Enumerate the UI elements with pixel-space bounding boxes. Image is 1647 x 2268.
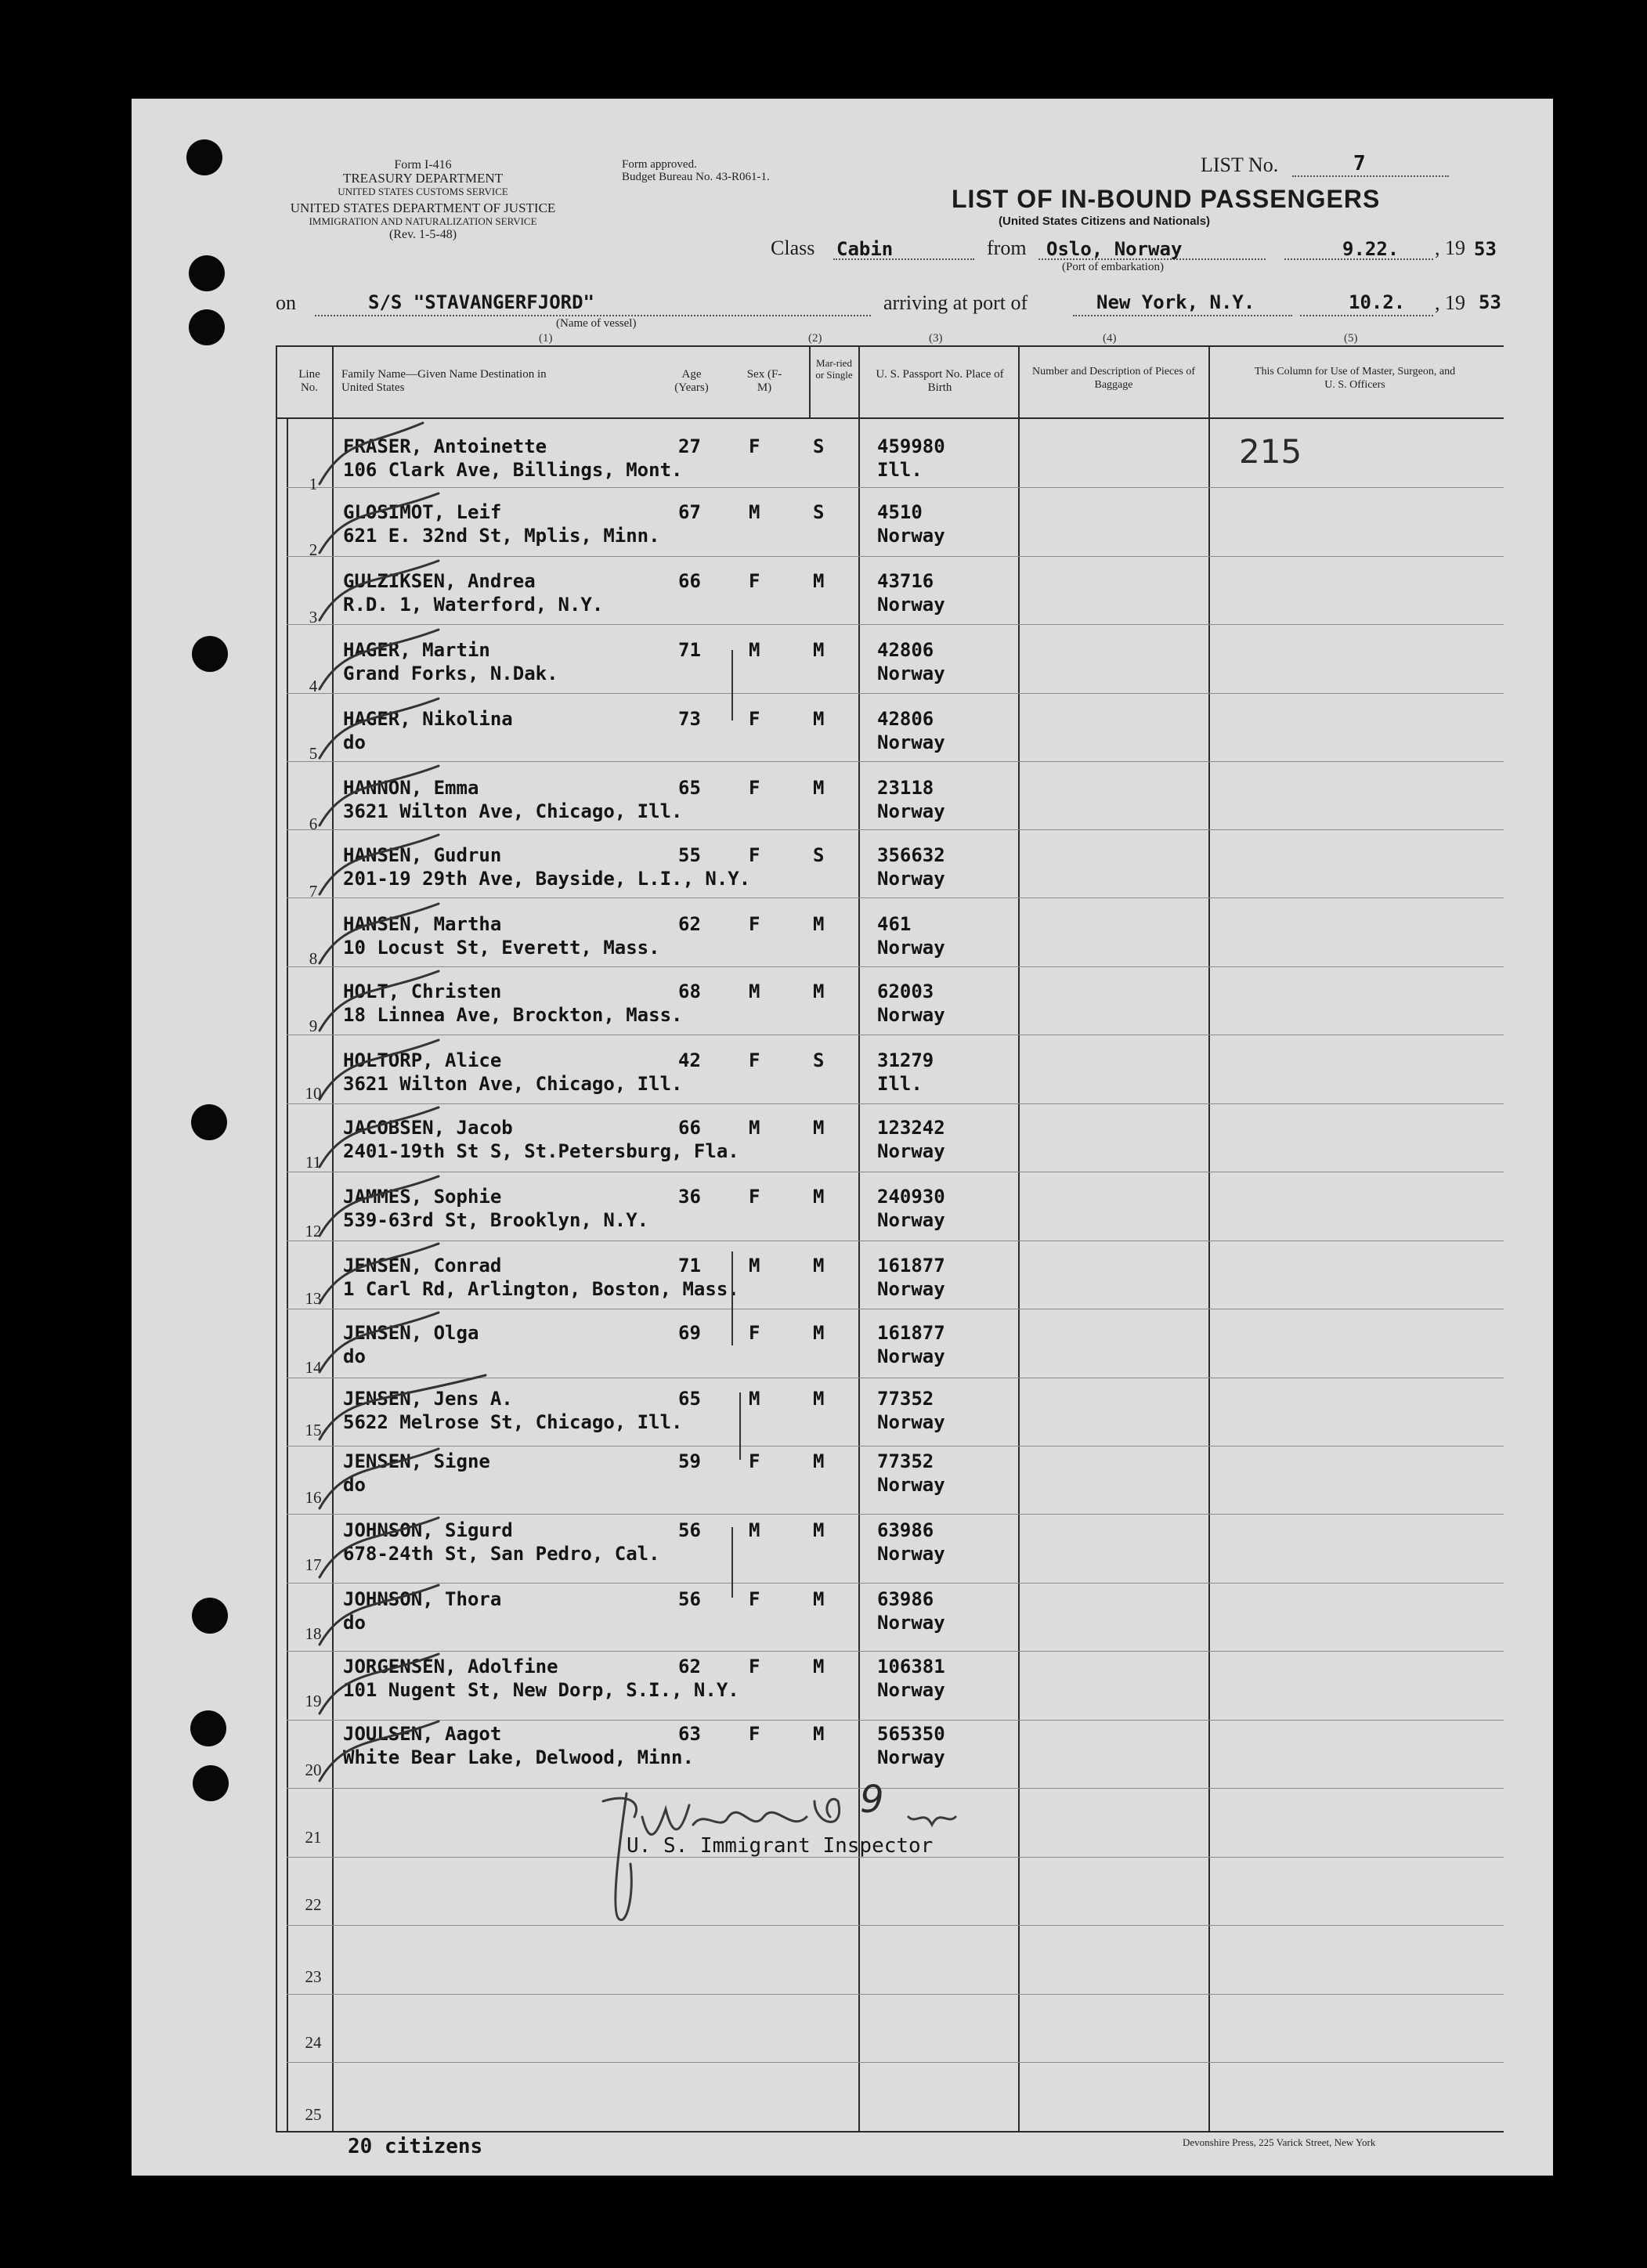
treasury-department: TREASURY DEPARTMENT	[342, 171, 504, 186]
from-label: from	[987, 237, 1027, 259]
line-number: 13	[305, 1289, 322, 1308]
passport-number: 62003	[877, 981, 934, 1002]
line-number: 10	[305, 1084, 322, 1103]
passport-number: 77352	[877, 1450, 934, 1472]
class-label: Class	[771, 237, 815, 259]
passenger-destination: R.D. 1, Waterford, N.Y.	[343, 594, 604, 616]
list-no-value: 7	[1353, 152, 1366, 175]
row-divider	[287, 761, 1504, 762]
passenger-marital-status: M	[813, 1588, 825, 1610]
immigration-service: IMMIGRATION AND NATURALIZATION SERVICE	[309, 215, 537, 227]
passenger-sex: F	[749, 1186, 760, 1208]
passenger-name: JOHNSON, Thora	[343, 1588, 502, 1610]
column-number-5: (5)	[1344, 332, 1358, 345]
line-number: 21	[305, 1828, 322, 1847]
line-number: 2	[309, 540, 318, 559]
place-of-birth: Norway	[877, 937, 945, 959]
row-divider	[287, 693, 1504, 694]
passenger-age: 65	[678, 777, 701, 799]
line-number: 3	[309, 608, 318, 627]
table-bottom-border	[276, 2131, 1504, 2133]
header-bottom-border	[276, 417, 1504, 419]
passenger-name: FRASER, Antoinette	[343, 435, 547, 457]
passenger-age: 42	[678, 1049, 701, 1071]
revision-date: (Rev. 1-5-48)	[388, 228, 457, 241]
passenger-sex: M	[749, 1388, 760, 1410]
vessel-name: S/S "STAVANGERFJORD"	[368, 291, 594, 313]
form-subtitle: (United States Citizens and Nationals)	[999, 215, 1211, 228]
passenger-name: JENSEN, Conrad	[343, 1255, 502, 1277]
passenger-destination: 201-19 29th Ave, Bayside, L.I., N.Y.	[343, 868, 751, 890]
form-approved: Form approved.	[622, 158, 697, 171]
passenger-sex: F	[749, 1588, 760, 1610]
row-divider	[287, 1583, 1504, 1584]
passenger-destination: 18 Linnea Ave, Brockton, Mass.	[343, 1004, 683, 1026]
passenger-name: JENSEN, Signe	[343, 1450, 490, 1472]
row-divider	[287, 2062, 1504, 2063]
arrival-port-dotline	[1073, 315, 1292, 316]
place-of-birth: Norway	[877, 1612, 945, 1634]
married-column-divider	[858, 345, 860, 2131]
age-column-divider	[809, 345, 811, 417]
place-of-birth: Norway	[877, 1543, 945, 1565]
embarkation-caption: (Port of embarkation)	[1062, 261, 1164, 273]
header-officers-use: This Column for Use of Master, Surgeon, and U. S. Officers	[1254, 366, 1456, 391]
passenger-age: 59	[678, 1450, 701, 1472]
passenger-marital-status: S	[813, 844, 825, 866]
passenger-destination: 539-63rd St, Brooklyn, N.Y.	[343, 1209, 649, 1231]
passenger-age: 67	[678, 501, 701, 523]
passport-number: 42806	[877, 708, 934, 730]
line-number: 24	[305, 2033, 322, 2052]
passport-number: 43716	[877, 570, 934, 592]
passport-number: 461	[877, 913, 912, 935]
passenger-sex: F	[749, 1049, 760, 1071]
passenger-sex: M	[749, 501, 760, 523]
passport-number: 63986	[877, 1519, 934, 1541]
passenger-sex: M	[749, 1255, 760, 1277]
line-number: 1	[309, 475, 318, 493]
passenger-name: HAGER, Martin	[343, 639, 490, 661]
place-of-birth: Norway	[877, 731, 945, 753]
passenger-age: 73	[678, 708, 701, 730]
line-number: 14	[305, 1358, 322, 1377]
passenger-marital-status: S	[813, 501, 825, 523]
passenger-age: 62	[678, 1656, 701, 1678]
row-divider	[287, 966, 1504, 967]
passenger-destination: 1 Carl Rd, Arlington, Boston, Mass.	[343, 1278, 739, 1300]
form-title: LIST OF IN-BOUND PASSENGERS	[952, 185, 1381, 213]
justice-department: UNITED STATES DEPARTMENT OF JUSTICE	[290, 200, 556, 215]
line-number: 5	[309, 744, 318, 763]
passport-number: 161877	[877, 1322, 945, 1344]
arrival-date: 10.2.	[1349, 291, 1406, 313]
column-number-2: (2)	[808, 332, 822, 345]
column-number-3: (3)	[929, 332, 943, 345]
line-number: 16	[305, 1488, 322, 1507]
place-of-birth: Norway	[877, 1411, 945, 1433]
passport-number: 31279	[877, 1049, 934, 1071]
header-sex: Sex (F-M)	[746, 368, 782, 394]
passenger-age: 66	[678, 570, 701, 592]
row-divider	[287, 829, 1504, 830]
header-married-single: Mar-ried or Single	[815, 357, 853, 381]
passenger-marital-status: M	[813, 1255, 825, 1277]
place-of-birth: Ill.	[877, 1073, 923, 1095]
class-value: Cabin	[836, 238, 894, 260]
depart-date: 9.22.	[1342, 238, 1400, 260]
passenger-marital-status: M	[813, 1388, 825, 1410]
place-of-birth: Norway	[877, 1140, 945, 1162]
passenger-name: HOLT, Christen	[343, 981, 502, 1002]
budget-bureau: Budget Bureau No. 43-R061-1.	[622, 171, 770, 183]
line-number: 6	[309, 814, 318, 833]
passenger-marital-status: M	[813, 981, 825, 1002]
depart-year: 53	[1474, 238, 1497, 260]
passenger-sex: F	[749, 913, 760, 935]
line-number: 12	[305, 1222, 322, 1241]
line-number: 20	[305, 1761, 322, 1779]
vessel-caption: (Name of vessel)	[556, 317, 637, 330]
header-baggage: Number and Description of Pieces of Baggage	[1032, 366, 1195, 391]
punch-hole	[190, 1710, 226, 1746]
passenger-sex: M	[749, 639, 760, 661]
passenger-sex: F	[749, 1656, 760, 1678]
passenger-destination: 101 Nugent St, New Dorp, S.I., N.Y.	[343, 1679, 739, 1701]
row-divider	[287, 1788, 1504, 1789]
passenger-sex: F	[749, 777, 760, 799]
vessel-dotline	[315, 315, 871, 316]
passport-number: 63986	[877, 1588, 934, 1610]
place-of-birth: Norway	[877, 1746, 945, 1768]
passenger-name: HAGER, Nikolina	[343, 708, 513, 730]
punch-hole	[189, 309, 225, 345]
department-block	[274, 158, 572, 241]
place-of-birth: Norway	[877, 1679, 945, 1701]
passenger-name: HANNON, Emma	[343, 777, 479, 799]
arriving-label: arriving at port of	[883, 291, 1028, 314]
passenger-marital-status: M	[813, 639, 825, 661]
inspector-label: U. S. Immigrant Inspector	[627, 1834, 934, 1858]
column-number-4: (4)	[1103, 332, 1117, 345]
inspector-note: 9	[860, 1778, 884, 1822]
punch-hole	[193, 1765, 229, 1801]
line-column-divider	[287, 417, 288, 2131]
passenger-name: JENSEN, Olga	[343, 1322, 479, 1344]
place-of-birth: Norway	[877, 1209, 945, 1231]
passenger-marital-status: M	[813, 1519, 825, 1541]
row-divider	[287, 556, 1504, 557]
arrival-year-prefix: , 19	[1435, 291, 1465, 314]
passenger-age: 69	[678, 1322, 701, 1344]
passenger-sex: F	[749, 570, 760, 592]
place-of-birth: Norway	[877, 1345, 945, 1367]
line-number: 19	[305, 1692, 322, 1710]
passenger-age: 56	[678, 1588, 701, 1610]
passport-number: 4510	[877, 501, 923, 523]
place-of-birth: Norway	[877, 800, 945, 822]
passenger-destination: 3621 Wilton Ave, Chicago, Ill.	[343, 800, 683, 822]
passenger-name: HANSEN, Gudrun	[343, 844, 502, 866]
passenger-destination: White Bear Lake, Delwood, Minn.	[343, 1746, 694, 1768]
passenger-name: JOULSEN, Aagot	[343, 1723, 502, 1745]
citizens-total: 20 citizens	[348, 2135, 483, 2158]
row-divider	[287, 1925, 1504, 1926]
passenger-name: GLOSIMOT, Leif	[343, 501, 502, 523]
passenger-destination: do	[343, 1345, 366, 1367]
passport-number: 123242	[877, 1117, 945, 1139]
line-number: 15	[305, 1421, 322, 1439]
form-number: Form I-416	[394, 158, 452, 172]
place-of-birth: Norway	[877, 525, 945, 547]
passenger-sex: M	[749, 1519, 760, 1541]
row-divider	[287, 1651, 1504, 1652]
on-label: on	[276, 291, 296, 314]
place-of-birth: Norway	[877, 868, 945, 890]
passenger-destination: 2401-19th St S, St.Petersburg, Fla.	[343, 1140, 739, 1162]
passport-number: 106381	[877, 1656, 945, 1678]
line-number: 18	[305, 1624, 322, 1643]
passport-number: 42806	[877, 639, 934, 661]
punch-hole	[191, 1104, 227, 1140]
passenger-age: 68	[678, 981, 701, 1002]
passenger-name: JACOBSEN, Jacob	[343, 1117, 513, 1139]
passenger-marital-status: S	[813, 435, 825, 457]
depart-year-prefix: , 19	[1435, 237, 1465, 259]
passenger-sex: F	[749, 1450, 760, 1472]
passenger-sex: F	[749, 1723, 760, 1745]
passenger-marital-status: M	[813, 708, 825, 730]
row-divider	[287, 1103, 1504, 1104]
passenger-marital-status: S	[813, 1049, 825, 1071]
arrival-port: New York, N.Y.	[1096, 291, 1255, 313]
passenger-sex: F	[749, 435, 760, 457]
list-no-label: LIST No.	[1201, 153, 1279, 176]
place-of-birth: Norway	[877, 1474, 945, 1496]
passport-number: 161877	[877, 1255, 945, 1277]
row-divider	[287, 1514, 1504, 1515]
passenger-marital-status: M	[813, 1186, 825, 1208]
passenger-name: JENSEN, Jens A.	[343, 1388, 513, 1410]
approval-block	[622, 158, 872, 183]
passenger-age: 62	[678, 913, 701, 935]
passport-number: 459980	[877, 435, 945, 457]
passenger-marital-status: M	[813, 1322, 825, 1344]
row-divider	[287, 1994, 1504, 1995]
line-number: 4	[309, 677, 318, 695]
passenger-marital-status: M	[813, 1723, 825, 1745]
passenger-marital-status: M	[813, 777, 825, 799]
header-name-destination: Family Name—Given Name Destination in United States	[341, 368, 547, 394]
passenger-age: 71	[678, 1255, 701, 1277]
line-number: 17	[305, 1555, 322, 1574]
passport-number: 240930	[877, 1186, 945, 1208]
passenger-sex: M	[749, 1117, 760, 1139]
row-divider	[287, 624, 1504, 625]
line-number: 23	[305, 1967, 322, 1986]
line-number: 7	[309, 882, 318, 901]
passenger-destination: do	[343, 731, 366, 753]
table-top-border	[276, 345, 1504, 347]
passport-number: 77352	[877, 1388, 934, 1410]
passenger-age: 36	[678, 1186, 701, 1208]
passport-column-divider	[1018, 345, 1020, 2131]
line-number: 25	[305, 2105, 322, 2124]
place-of-birth: Norway	[877, 663, 945, 684]
line-number: 9	[309, 1017, 318, 1035]
passenger-destination: 106 Clark Ave, Billings, Mont.	[343, 459, 683, 481]
passenger-age: 71	[678, 639, 701, 661]
passenger-age: 65	[678, 1388, 701, 1410]
line-number: 11	[305, 1153, 322, 1172]
passenger-destination: 5622 Melrose St, Chicago, Ill.	[343, 1411, 683, 1433]
passenger-destination: 10 Locust St, Everett, Mass.	[343, 937, 660, 959]
table-left-border	[276, 345, 277, 2131]
passenger-marital-status: M	[813, 913, 825, 935]
passenger-sex: M	[749, 981, 760, 1002]
passenger-marital-status: M	[813, 1117, 825, 1139]
passenger-marital-status: M	[813, 570, 825, 592]
row-divider	[287, 1720, 1504, 1721]
header-age: Age (Years)	[674, 368, 709, 394]
passenger-marital-status: M	[813, 1656, 825, 1678]
customs-service: UNITED STATES CUSTOMS SERVICE	[338, 186, 508, 197]
column-number-1: (1)	[539, 332, 553, 345]
line-number: 8	[309, 949, 318, 968]
arrival-date-dotline	[1300, 315, 1433, 316]
line-number: 22	[305, 1895, 322, 1914]
passenger-name: HANSEN, Martha	[343, 913, 502, 935]
passenger-sex: F	[749, 708, 760, 730]
passenger-sex: F	[749, 844, 760, 866]
from-value: Oslo, Norway	[1046, 238, 1183, 260]
passenger-destination: 3621 Wilton Ave, Chicago, Ill.	[343, 1073, 683, 1095]
punch-hole	[186, 139, 222, 175]
passenger-destination: do	[343, 1474, 366, 1496]
punch-hole	[189, 255, 225, 291]
passenger-name: JORGENSEN, Adolfine	[343, 1656, 558, 1678]
passenger-sex: F	[749, 1322, 760, 1344]
passenger-name: HOLTORP, Alice	[343, 1049, 502, 1071]
passport-number: 565350	[877, 1723, 945, 1745]
punch-hole	[192, 636, 228, 672]
passport-number: 23118	[877, 777, 934, 799]
baggage-column-divider	[1208, 345, 1210, 2131]
passenger-destination: 678-24th St, San Pedro, Cal.	[343, 1543, 660, 1565]
arrival-year: 53	[1479, 291, 1501, 313]
row-divider	[287, 897, 1504, 898]
passenger-age: 63	[678, 1723, 701, 1745]
passenger-marital-status: M	[813, 1450, 825, 1472]
punch-hole	[192, 1598, 228, 1634]
passenger-name: JOHNSON, Sigurd	[343, 1519, 513, 1541]
passport-number: 356632	[877, 844, 945, 866]
place-of-birth: Norway	[877, 594, 945, 616]
header-line-no: Line No.	[298, 368, 320, 394]
passenger-age: 55	[678, 844, 701, 866]
passenger-name: GULZIKSEN, Andrea	[343, 570, 536, 592]
passenger-destination: do	[343, 1612, 366, 1634]
passenger-age: 27	[678, 435, 701, 457]
printer-credit: Devonshire Press, 225 Varick Street, New York	[1183, 2136, 1376, 2148]
passenger-destination: Grand Forks, N.Dak.	[343, 663, 558, 684]
place-of-birth: Ill.	[877, 459, 923, 481]
list-no-dotline	[1292, 175, 1449, 177]
place-of-birth: Norway	[877, 1004, 945, 1026]
passenger-age: 66	[678, 1117, 701, 1139]
passenger-destination: 621 E. 32nd St, Mplis, Minn.	[343, 525, 660, 547]
header-passport-birth: U. S. Passport No. Place of Birth	[876, 368, 1004, 394]
row-divider	[287, 487, 1504, 488]
passenger-name: JAMMES, Sophie	[343, 1186, 502, 1208]
place-of-birth: Norway	[877, 1278, 945, 1300]
passenger-age: 56	[678, 1519, 701, 1541]
officer-note: 215	[1239, 432, 1302, 471]
